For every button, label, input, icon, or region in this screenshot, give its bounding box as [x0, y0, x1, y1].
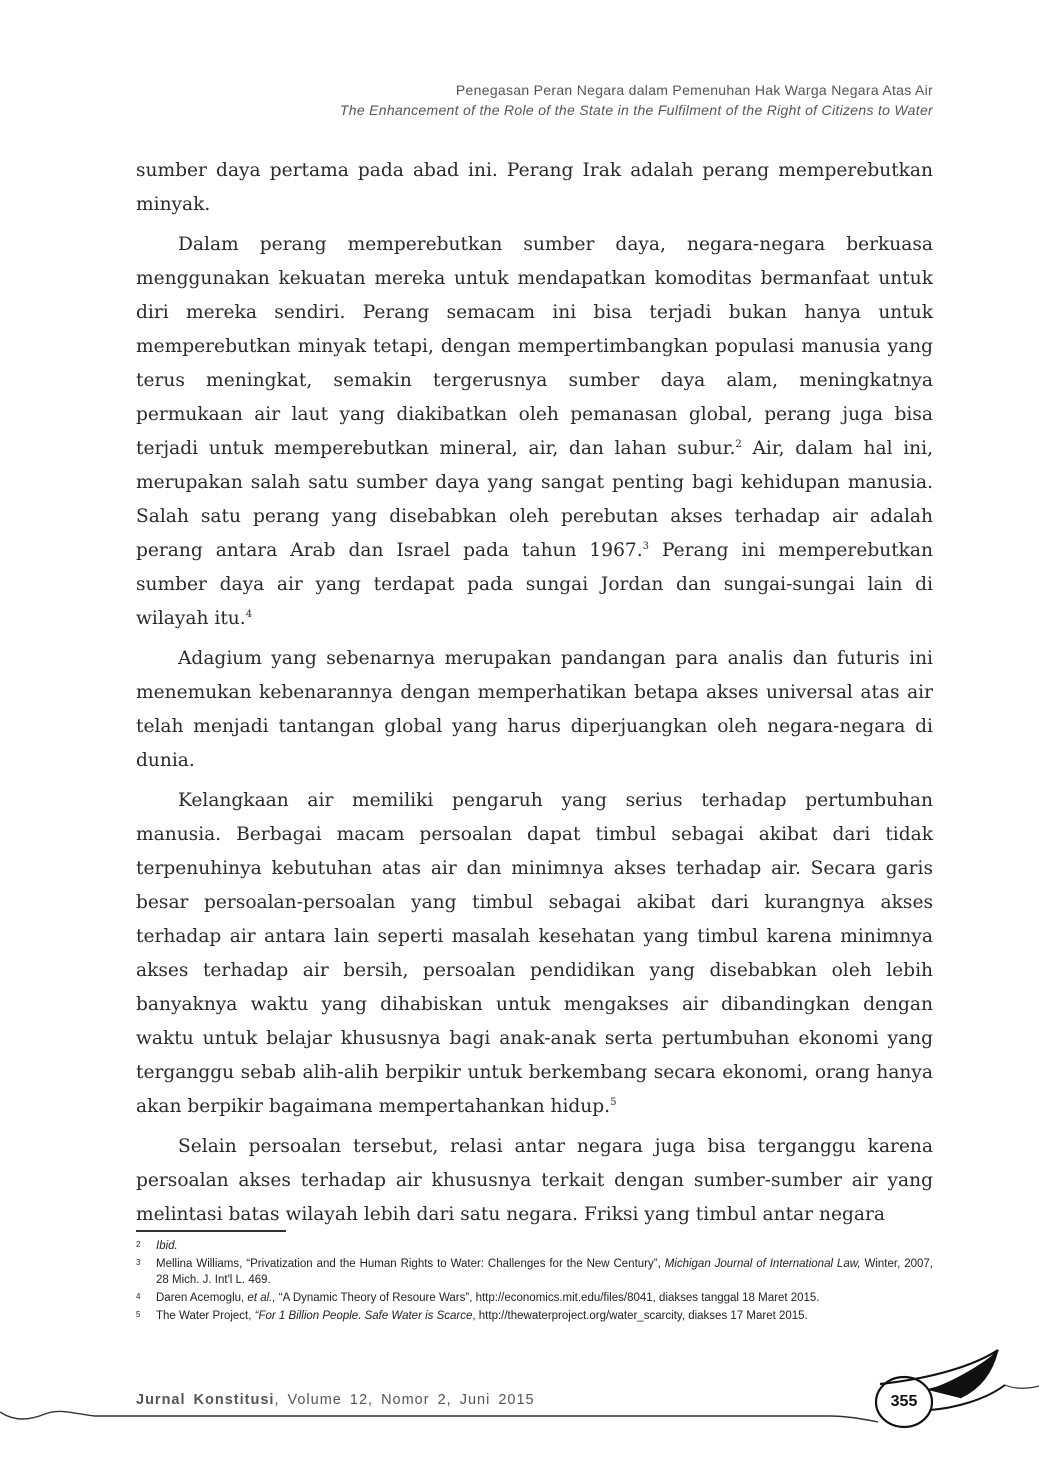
footnote-number: 4	[136, 1292, 141, 1301]
running-footer	[136, 1392, 535, 1408]
footnote-ref-3[interactable]: 3	[642, 541, 650, 552]
footnote-ref-4[interactable]: 4	[245, 609, 253, 620]
header-title-en: The Enhancement of the Role of the State in the Fulfilment of the Right of Citizens to Water	[339, 102, 933, 118]
footnote-text: , http://thewaterproject.org/water_scarcity, diakses 17 Maret 2015.	[472, 1310, 808, 1322]
paragraph-continuation: sumber daya pertama pada abad ini. Perang Irak adalah perang memperebutkan minyak.	[136, 160, 933, 215]
footnote-text: Daren Acemoglu,	[156, 1292, 248, 1304]
footnotes	[136, 1238, 933, 1326]
journal-name: Jurnal Konstitusi	[136, 1392, 275, 1408]
footnote-3	[136, 1256, 933, 1288]
footnote-5	[136, 1308, 933, 1324]
footnote-number: 5	[136, 1310, 141, 1319]
footnote-ref-5[interactable]: 5	[610, 1097, 617, 1108]
footnote-2	[136, 1238, 933, 1254]
page-number: 355	[890, 1393, 918, 1410]
header-title-id: Penegasan Peran Negara dalam Pemenuhan Hak Warga Negara Atas Air	[455, 82, 933, 98]
paragraph-kelangkaan	[136, 784, 933, 1124]
paragraph-relasi: Selain persoalan tersebut, relasi antar negara juga bisa terganggu karena persoalan akses terhadap air khususnya terkait dengan sumber-sumber air yang melintasi batas wilayah lebih dari satu negara. Friksi yang timbul antar negara	[136, 1136, 933, 1225]
footnote-text: Winter, 2007, 28 Mich. J. Int'l L. 469.	[156, 1258, 933, 1286]
footnote-source-title: “For 1 Billion People. Safe Water is Scarce	[254, 1310, 473, 1322]
footnote-et-al: et al.,	[247, 1292, 276, 1304]
paragraph-adagium: Adagium yang sebenarnya merupakan pandangan para analis dan futuris ini menemukan kebenarannya dengan memperhatikan betapa akses universal atas air telah menjadi tantangan global yang harus diperjuangkan oleh negara-negara di dunia.	[136, 648, 933, 771]
p1-text-c: Perang ini memperebutkan sumber daya air yang terdapat pada sungai Jordan dan sungai-sungai lain di wilayah itu.	[136, 540, 933, 629]
footnote-source-title: Michigan Journal of International Law,	[664, 1258, 861, 1270]
footnote-text: Ibid.	[156, 1240, 178, 1252]
p1-text-a: Dalam perang memperebutkan sumber daya, negara-negara berkuasa menggunakan kekuatan mereka untuk mendapatkan komoditas bermanfaat untuk diri mereka sendiri. Perang semacam ini bisa terjadi bukan hanya untuk memperebutkan minyak tetapi, dengan mempertimbangkan populasi manusia yang terus meningkat, semakin tergerusnya sumber daya alam, meningkatnya permukaan air laut yang diakibatkan oleh pemanasan global, perang juga bisa terjadi untuk memperebutkan mineral, air, dan lahan subur.	[136, 234, 933, 459]
footnote-ref-2[interactable]: 2	[735, 439, 742, 450]
p3-text: Kelangkaan air memiliki pengaruh yang serius terhadap pertumbuhan manusia. Berbagai macam persoalan dapat timbul sebagai akibat dari tidak terpenuhinya kebutuhan atas air dan minimnya akses terhadap air. Secara garis besar persoalan-persoalan yang timbul sebagai akibat dari kurangnya akses terhadap air antara lain seperti masalah kesehatan yang timbul karena minimnya akses terhadap air bersih, persoalan pendidikan yang disebabkan oleh lebih banyaknya waktu yang dihabiskan untuk mengakses air dibandingkan dengan waktu untuk belajar khususnya bagi anak-anak serta pertumbuhan ekonomi yang terganggu sebab alih-alih berpikir untuk berkembang secara ekonomi, orang hanya akan berpikir bagaimana mempertahankan hidup.	[136, 790, 933, 1117]
footnote-text: Mellina Williams, “Privatization and the Human Rights to Water: Challenges for the New Century”,	[156, 1258, 665, 1270]
journal-issue: , Volume 12, Nomor 2, Juni 2015	[274, 1392, 535, 1408]
footnote-text: “A Dynamic Theory of Resoure Wars”, http://economics.mit.edu/files/8041, diakses tanggal 18 Maret 2015.	[275, 1292, 820, 1304]
paragraph-resource-war	[136, 228, 933, 636]
footnote-4	[136, 1290, 933, 1306]
body-text	[136, 154, 933, 1238]
footnote-separator	[136, 1230, 286, 1232]
footnote-number: 3	[136, 1258, 141, 1267]
p1-text-b: Air, dalam hal ini, merupakan salah satu sumber daya yang sangat penting bagi kehidupan manusia. Salah satu perang yang disebabkan oleh perebutan akses terhadap air adalah perang antara Arab dan Israel pada tahun 1967.	[136, 438, 933, 561]
footnote-text: The Water Project,	[156, 1310, 255, 1322]
running-header	[340, 80, 933, 120]
footnote-number: 2	[136, 1240, 141, 1249]
